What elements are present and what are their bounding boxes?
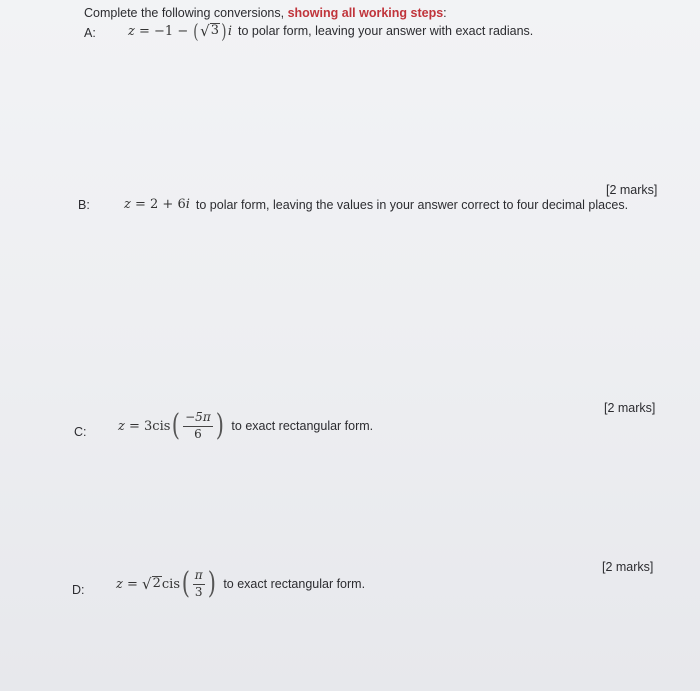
question-a-line xyxy=(128,21,533,41)
question-c-text: to exact rectangular form. xyxy=(231,419,374,433)
question-c-math: z = 3cis ( $\frac{-5\pi}{6}$ ) xyxy=(118,408,224,443)
question-c-label: C: xyxy=(74,425,87,439)
question-b-label: B: xyxy=(78,198,90,212)
question-b-text: to polar form, leaving the values in your answer correct to four decimal places. xyxy=(195,197,629,212)
question-c-line xyxy=(118,408,374,443)
sqrt-symbol: √ 3 xyxy=(200,21,219,40)
fraction: $\frac{-5\pi}{6}$ xyxy=(185,410,211,441)
question-a-label: A: xyxy=(84,26,96,40)
instruction-text xyxy=(84,6,447,20)
instruction-emphasis: showing all working steps xyxy=(287,6,444,20)
question-d-line xyxy=(116,566,366,601)
question-b-line xyxy=(124,197,628,212)
question-b-math: z = 2 + 6 i xyxy=(124,197,190,212)
question-d-text: to exact rectangular form. xyxy=(223,577,366,591)
fraction: $\frac{\pi}{3}$ xyxy=(194,568,203,599)
question-a-math: z = −1 − ( √ 3 ) i xyxy=(128,19,232,43)
question-a-text: to polar form, leaving your answer with exact radians. xyxy=(237,24,534,38)
question-d-label: D: xyxy=(72,583,85,597)
question-a-marks: [2 marks] xyxy=(606,183,658,197)
sqrt-symbol: √ 2 xyxy=(142,574,161,593)
question-c-marks: [2 marks] xyxy=(602,560,654,574)
instruction-suffix: : xyxy=(443,6,447,20)
instruction-prefix: Complete the following conversions, xyxy=(84,6,288,20)
question-d-math: z = √ 2 cis ( $\frac{\pi}{3}$ ) xyxy=(116,566,216,601)
question-b-marks: [2 marks] xyxy=(604,401,656,415)
